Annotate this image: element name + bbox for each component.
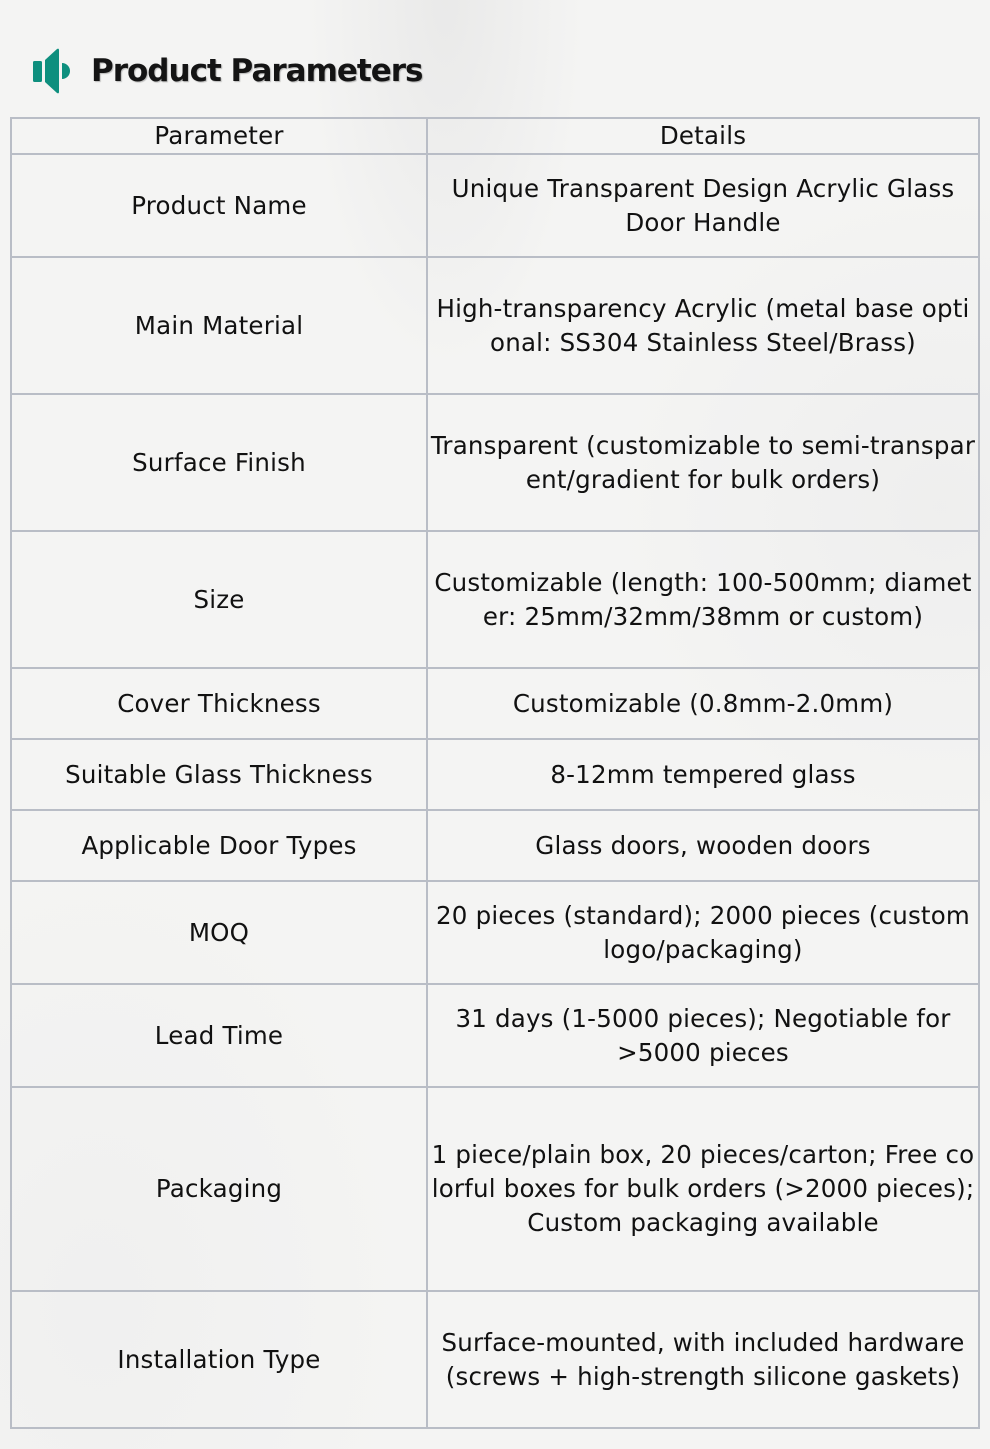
parameters-table-container [10, 117, 978, 1429]
parameter-cell: Product Name [11, 154, 427, 257]
table-row [11, 154, 979, 257]
details-cell: 8-12mm tempered glass [427, 739, 979, 810]
column-header-parameter: Parameter [11, 118, 427, 154]
details-cell: Surface-mounted, with included hardware (screws + high-strength silicone gaskets) [427, 1291, 979, 1428]
page-title: Product Parameters [91, 53, 423, 89]
table-row [11, 257, 979, 394]
column-header-details: Details [427, 118, 979, 154]
table-row [11, 531, 979, 668]
table-row [11, 810, 979, 881]
table-row [11, 984, 979, 1087]
table-row [11, 668, 979, 739]
parameter-cell: Cover Thickness [11, 668, 427, 739]
details-cell: Customizable (0.8mm-2.0mm) [427, 668, 979, 739]
table-row [11, 881, 979, 984]
parameter-cell: Suitable Glass Thickness [11, 739, 427, 810]
details-cell: 20 pieces (standard); 2000 pieces (custom logo/packaging) [427, 881, 979, 984]
details-cell: Customizable (length: 100-500mm; diameter: 25mm/32mm/38mm or custom) [427, 531, 979, 668]
parameter-cell: Applicable Door Types [11, 810, 427, 881]
section-header [33, 48, 422, 94]
parameter-cell: Size [11, 531, 427, 668]
table-row [11, 1087, 979, 1291]
parameter-cell: Lead Time [11, 984, 427, 1087]
parameter-cell: Packaging [11, 1087, 427, 1291]
details-cell: 1 piece/plain box, 20 pieces/carton; Free colorful boxes for bulk orders (>2000 pieces); Custom packaging available [427, 1087, 979, 1291]
table-header-row [11, 118, 979, 154]
parameter-cell: Surface Finish [11, 394, 427, 531]
parameters-table [10, 117, 980, 1429]
parameter-cell: Main Material [11, 257, 427, 394]
parameter-cell: Installation Type [11, 1291, 427, 1428]
details-cell: Glass doors, wooden doors [427, 810, 979, 881]
details-cell: Unique Transparent Design Acrylic Glass Door Handle [427, 154, 979, 257]
details-cell: Transparent (customizable to semi-transparent/gradient for bulk orders) [427, 394, 979, 531]
details-cell: High-transparency Acrylic (metal base optional: SS304 Stainless Steel/Brass) [427, 257, 979, 394]
details-cell: 31 days (1-5000 pieces); Negotiable for >5000 pieces [427, 984, 979, 1087]
table-row [11, 394, 979, 531]
table-row [11, 739, 979, 810]
speaker-icon [33, 48, 71, 94]
table-row [11, 1291, 979, 1428]
parameter-cell: MOQ [11, 881, 427, 984]
